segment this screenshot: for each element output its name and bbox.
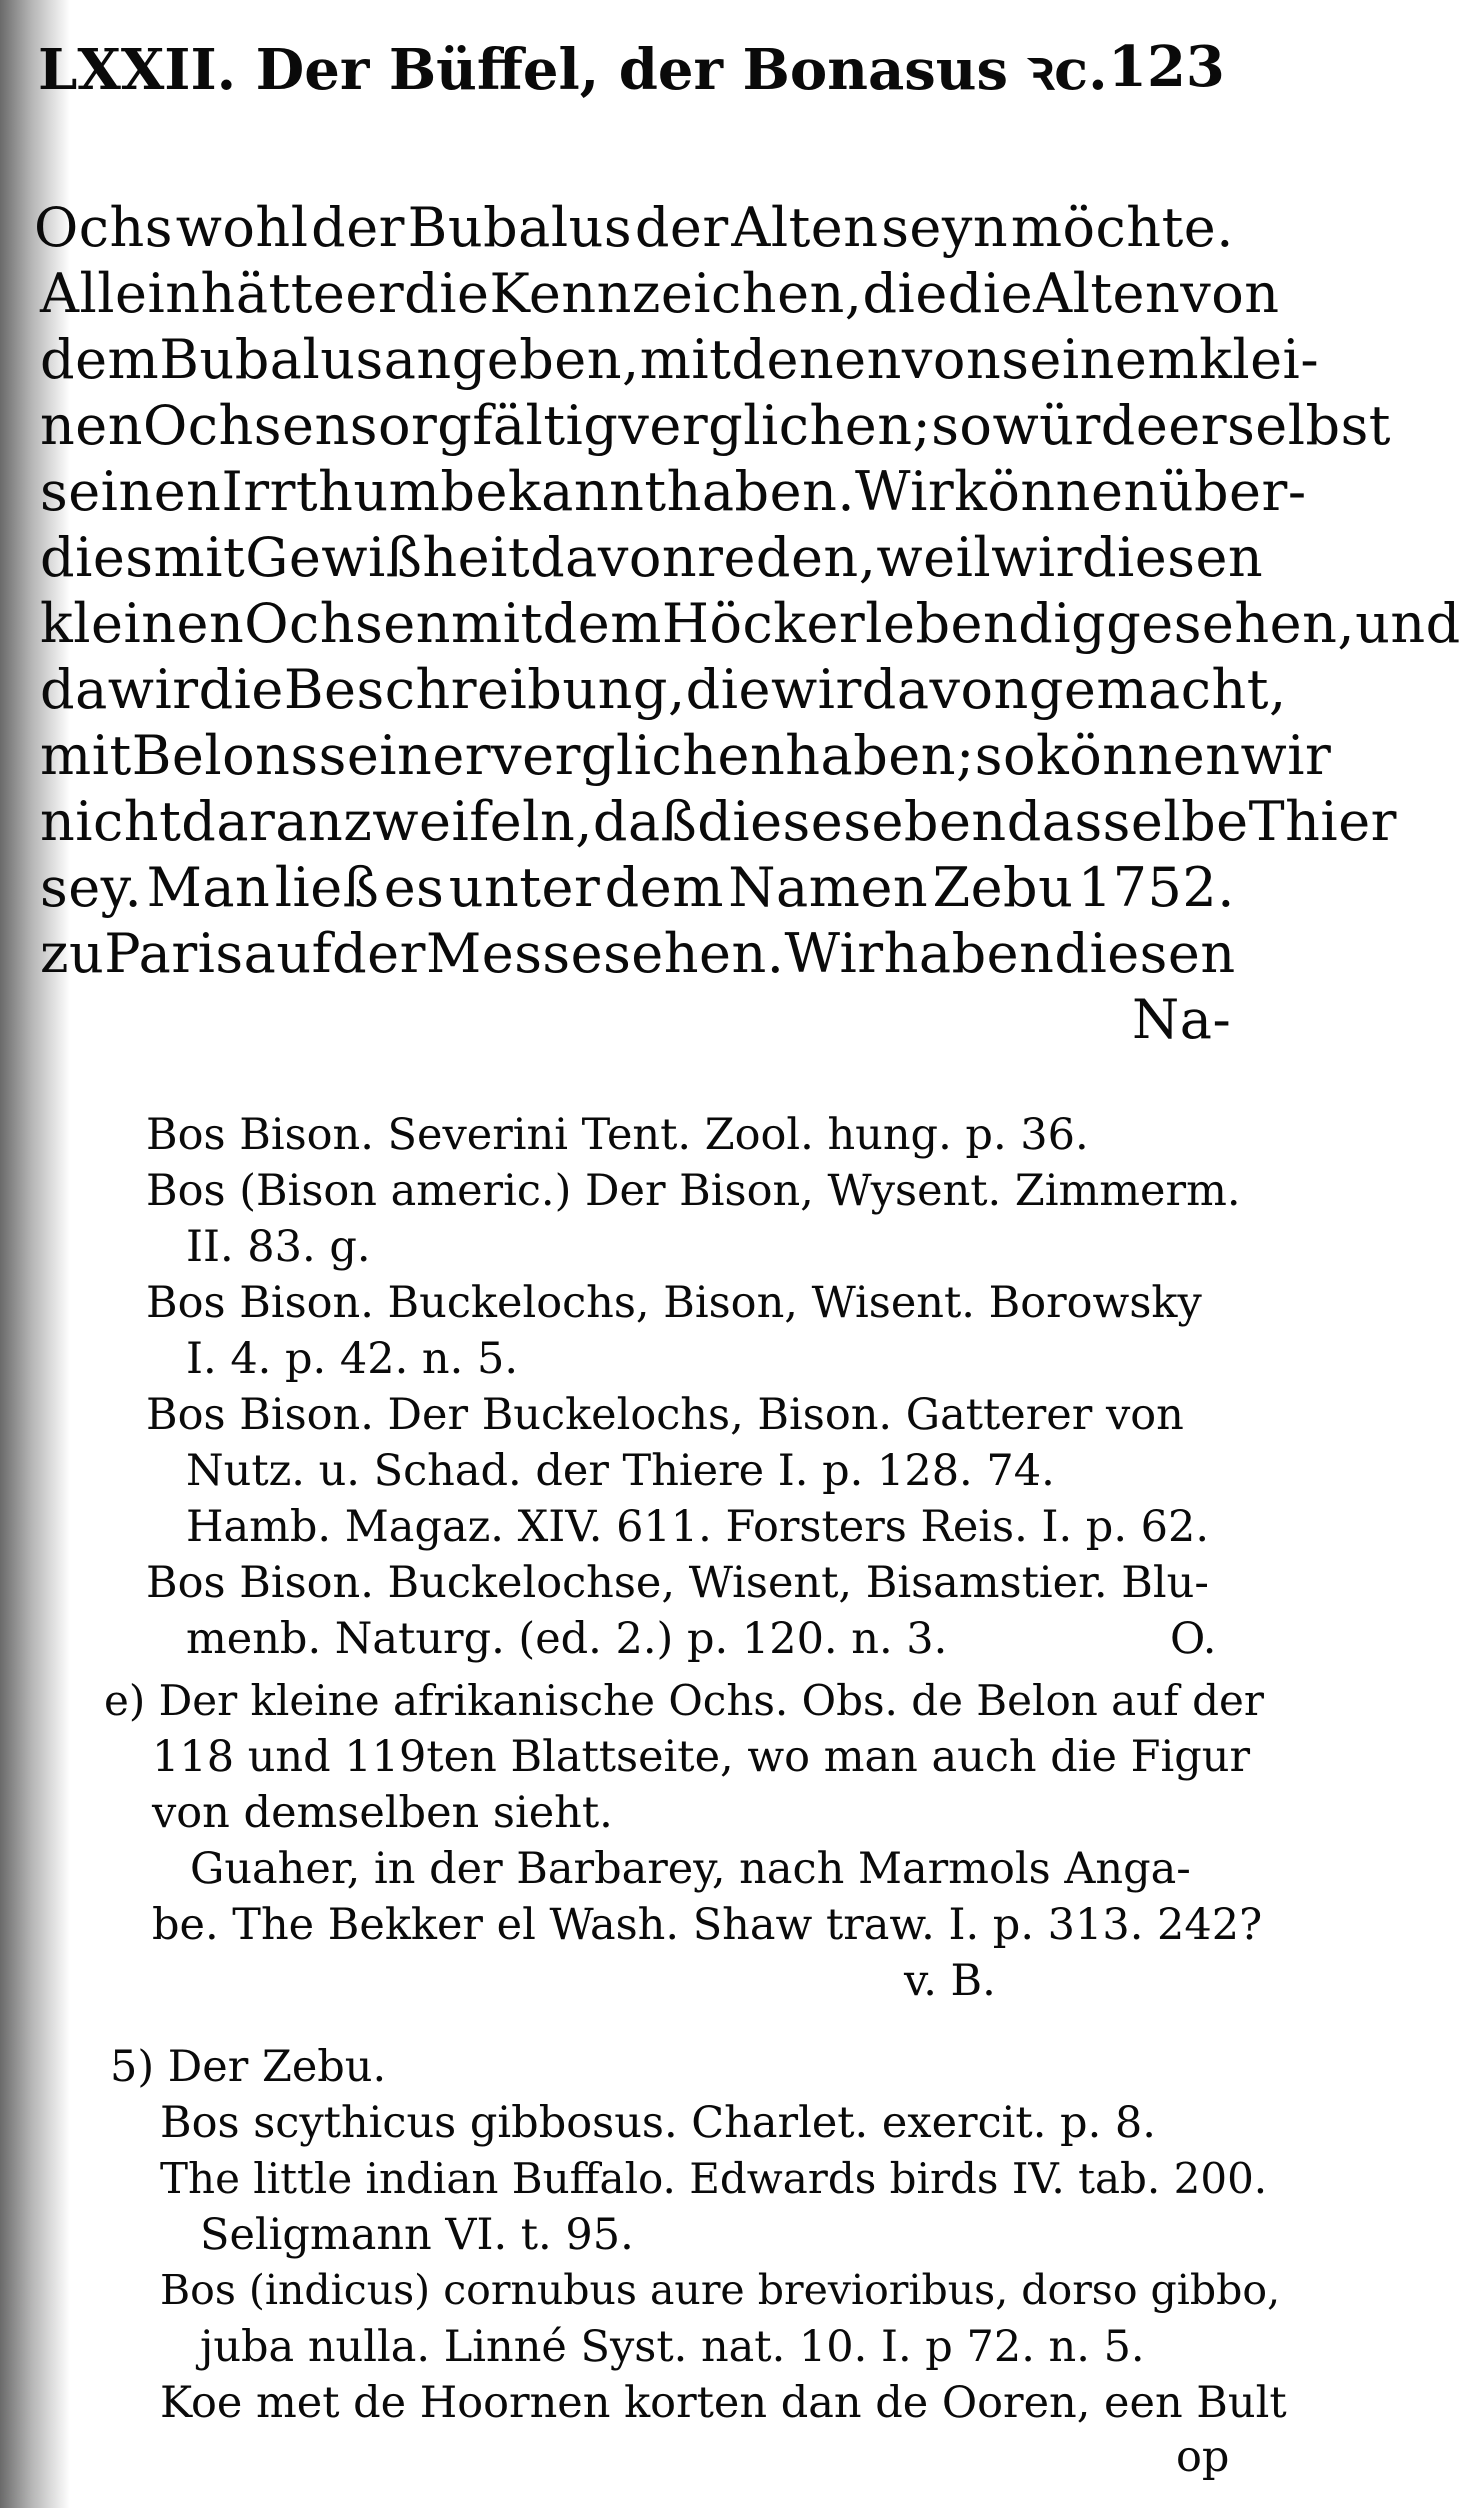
footnote-line: Bos Bison. Buckelochse, Wisent, Bisamstier. Blu- — [146, 1558, 1209, 1608]
footnote-line: Hamb. Magaz. XIV. 611. Forsters Reis. I. p. 62. — [186, 1502, 1210, 1552]
body-line: Ochs wohl der Bubalus der Alten seyn möchte. — [34, 196, 1234, 259]
body-line: nen Ochsen sorgfältig verglichen; so würde er selbst — [40, 394, 1391, 457]
footnote-line: be. The Bekker el Wash. Shaw traw. I. p. 313. 242? — [152, 1900, 1263, 1950]
body-line: sey. Man ließ es unter dem Namen Zebu 1752. — [40, 856, 1235, 919]
body-line: Allein hätte er die Kennzeichen, die die Alten von — [40, 262, 1280, 325]
footnote-line: Bos Bison. Der Buckelochs, Bison. Gatterer von — [146, 1390, 1184, 1440]
footnote-line: menb. Naturg. (ed. 2.) p. 120. n. 3. — [186, 1614, 948, 1664]
footnote-line: Koe met de Hoornen korten dan de Ooren, een Bult — [160, 2378, 1287, 2428]
footnote-line: von demselben sieht. — [152, 1788, 613, 1838]
body-line: da wir die Beschreibung, die wir davon gemacht, — [40, 658, 1287, 721]
footnote-line: juba nulla. Linné Syst. nat. 10. I. p 72. n. 5. — [200, 2322, 1145, 2372]
footnote-line: Guaher, in der Barbarey, nach Marmols Anga- — [190, 1844, 1191, 1894]
footnote-line: Seligmann VI. t. 95. — [200, 2210, 634, 2260]
footnote-mark: v. B. — [904, 1956, 996, 2006]
body-line: mit Belons seiner verglichen haben; so können wir — [40, 724, 1332, 787]
footnote-line: Bos (Bison americ.) Der Bison, Wysent. Zimmerm. — [146, 1166, 1241, 1216]
footnote-mark: O. — [1170, 1614, 1217, 1664]
body-line: dem Bubalus angeben, mit denen von seinem klei- — [40, 328, 1320, 391]
footnote-line: Bos Bison. Severini Tent. Zool. hung. p. 36. — [146, 1110, 1089, 1160]
catchword: op — [1176, 2432, 1230, 2482]
body-line: kleinen Ochsen mit dem Höcker lebendig gesehen, und — [40, 592, 1461, 655]
page-number: 123 — [1108, 34, 1225, 100]
footnote-line: The little indian Buffalo. Edwards birds IV. tab. 200. — [160, 2154, 1268, 2203]
footnote-line: I. 4. p. 42. n. 5. — [186, 1334, 518, 1384]
body-line: seinen Irrthum bekannt haben. Wir können über- — [40, 460, 1307, 523]
footnote-line: Bos (indicus) cornubus aure brevioribus, dorso gibbo, — [160, 2266, 1281, 2314]
footnote-line: 118 und 119ten Blattseite, wo man auch die Figur — [152, 1732, 1251, 1782]
footnote-line: II. 83. g. — [186, 1222, 371, 1272]
footnote-line: Nutz. u. Schad. der Thiere I. p. 128. 74. — [186, 1446, 1055, 1496]
body-line: zu Paris auf der Messe sehen. Wir haben diesen — [40, 922, 1236, 985]
footnote-line: Bos Bison. Buckelochs, Bison, Wisent. Borowsky — [146, 1278, 1202, 1328]
catchword: Na- — [1132, 988, 1232, 1051]
running-title: LXXII. Der Büffel, der Bonasus ꝛc. — [38, 37, 1108, 103]
footnote-line: 5) Der Zebu. — [110, 2042, 387, 2092]
body-line: dies mit Gewißheit davon reden, weil wir diesen — [40, 526, 1264, 589]
footnote-line: e) Der kleine afrikanische Ochs. Obs. de Belon auf der — [104, 1676, 1264, 1725]
footnote-line: Bos scythicus gibbosus. Charlet. exercit. p. 8. — [160, 2098, 1156, 2148]
body-line: nicht daran zweifeln, daß dieses eben dasselbe Thier — [40, 790, 1397, 853]
